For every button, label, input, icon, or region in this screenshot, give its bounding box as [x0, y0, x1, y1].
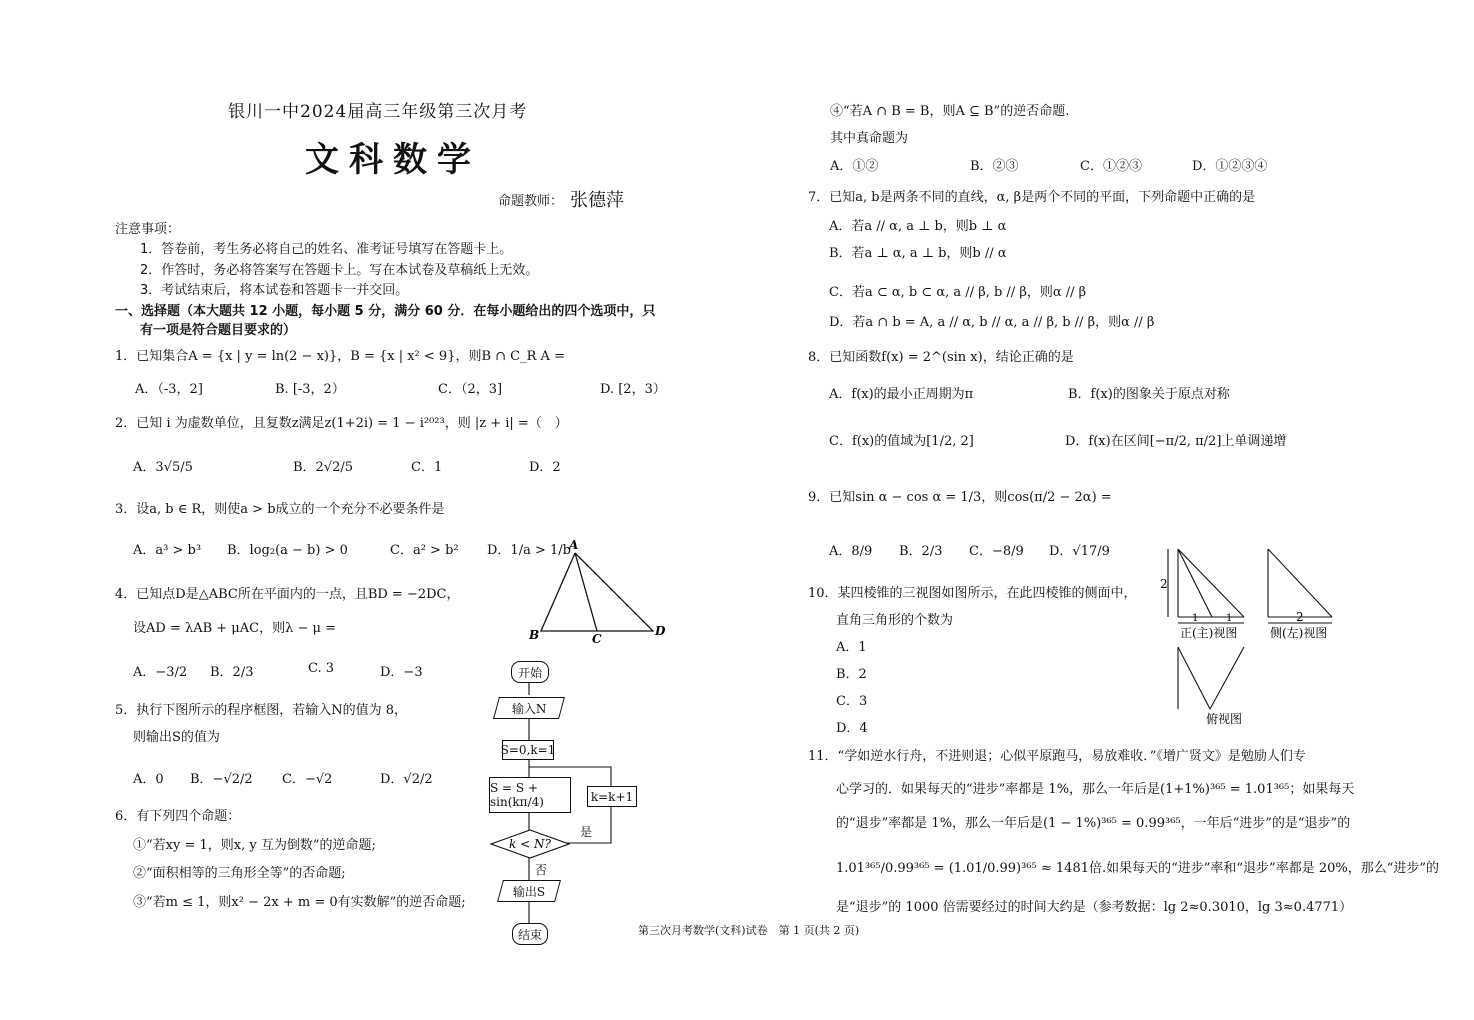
q1-option-b: B. [-3，2） [275, 382, 345, 397]
q3-option-c: C．a² > b² [390, 543, 459, 558]
q11-line1: 11．“学如逆水行舟，不进则退；心似平原跑马，易放难收．”《增广贤文》是勉励人们专 [808, 749, 1306, 764]
triangle-label-b: B [529, 628, 540, 642]
q9-option-c: C．−8/9 [969, 544, 1024, 559]
q10-option-c: C．3 [836, 694, 868, 709]
triangle-outline [541, 553, 653, 631]
q5-stem: 5．执行下图所示的程序框图，若输入N的值为 8， [115, 703, 408, 718]
subject-title: 文科数学 [305, 140, 481, 180]
q7-option-d: D．若a ∩ b = A, a // α, b // α, a // β, b // β，则α // β [829, 315, 1155, 330]
q11-line5: 是“退步”的 1000 倍需要经过的时间大约是（参考数据：lg 2≈0.3010，lg 3≈0.4771） [836, 900, 1353, 915]
flowchart-update: S = S + sin(kπ/4) [489, 777, 571, 813]
q10-stem-cont: 直角三角形的个数为 [836, 613, 954, 628]
school-line: 银川一中2024届高三年级第三次月考 [228, 102, 528, 122]
triangle-figure [525, 535, 675, 650]
three-view-figure [1160, 543, 1350, 733]
q4-option-c: C. 3 [308, 661, 335, 676]
notice-title: 注意事项： [115, 222, 181, 237]
q5-option-a: A．0 [133, 772, 164, 787]
q10-stem: 10．某四棱锥的三视图如图所示，在此四棱锥的侧面中， [808, 586, 1137, 601]
q3-option-d: D．1/a > 1/b [487, 543, 571, 558]
flowchart-output [497, 880, 561, 902]
q6-option-b: B．②③ [970, 159, 1019, 174]
q9-stem: 9．已知sin α − cos α = 1/3，则cos(π/2 − 2α) = [808, 490, 1112, 505]
q2-option-c: C．1 [411, 460, 443, 475]
q1-option-a: A．（-3，2] [135, 382, 203, 397]
q9-option-d: D．√17/9 [1049, 544, 1110, 559]
q1-stem: 1．已知集合A = {x | y = ln(2 − x)}，B = {x | x² < 9}，则B ∩ C_R A = [115, 349, 565, 364]
page-footer: 第三次月考数学(文科)试卷 第 1 页(共 2 页) [638, 924, 860, 937]
flowchart-start: 开始 [511, 661, 549, 683]
dim-front-1: 1 [1192, 613, 1199, 624]
q4-option-d: D．−3 [380, 665, 423, 680]
flowchart-input [493, 697, 565, 719]
flowchart-init: S=0,k=1 [502, 740, 554, 760]
dim-side: 2 [1296, 610, 1304, 624]
flowchart-condition-label: k < N? [509, 837, 551, 851]
q2-option-a: A．3√5/5 [133, 460, 193, 475]
front-view-edge [1178, 549, 1244, 617]
q3-option-b: B．log₂(a − b) > 0 [227, 543, 348, 558]
q2-stem: 2．已知 i 为虚数单位，且复数z满足z(1+2i) = 1 − i²⁰²³，则 |z + i| =（ ） [115, 416, 568, 431]
top-view-edge [1178, 647, 1244, 709]
q6-option-c: C．①②③ [1080, 159, 1142, 174]
q10-option-b: B．2 [836, 667, 867, 682]
q7-option-b: B．若a ⊥ α, a ⊥ b，则b // α [829, 246, 1007, 261]
q8-option-a: A．f(x)的最小正周期为π [829, 387, 974, 402]
flowchart-output-label: 输出S [512, 884, 546, 899]
triangle-label-d: D [655, 624, 666, 638]
q5-option-d: D．√2/2 [380, 772, 433, 787]
q6-item-2: ②“面积相等的三角形全等”的否命题; [133, 866, 346, 881]
q3-option-a: A．a³ > b³ [133, 543, 202, 558]
q5-stem-cont: 则输出S的值为 [133, 730, 220, 745]
q11-line3: 的“退步”率都是 1%，那么一年后是(1 − 1%)³⁶⁵ = 0.99³⁶⁵，一年后“进步”的是“退步”的 [836, 816, 1351, 831]
side-view-label: 侧(左)视图 [1270, 626, 1328, 640]
q10-option-d: D．4 [836, 721, 868, 736]
dim-height: 2 [1160, 577, 1168, 591]
q5-option-b: B．−√2/2 [190, 772, 253, 787]
q4-option-b: B．2/3 [210, 665, 254, 680]
q6-stem: 6．有下列四个命题： [115, 809, 241, 824]
flowchart-end: 结束 [512, 923, 548, 945]
q6-tail: 其中真命题为 [830, 131, 909, 146]
triangle-label-c: C [592, 632, 602, 646]
section1-heading: 一、选择题（本大题共 12 小题，每小题 5 分，满分 60 分．在每小题给出的四个选项中，只 [115, 304, 656, 319]
q3-stem: 3．设a, b ∈ R，则使a > b成立的一个充分不必要条件是 [115, 502, 445, 517]
section1-heading-cont: 有一项是符合题目要求的） [140, 323, 297, 338]
q9-option-b: B．2/3 [899, 544, 943, 559]
side-view-edge [1268, 549, 1332, 617]
q8-stem: 8．已知函数f(x) = 2^(sin x)，结论正确的是 [808, 350, 1074, 365]
q6-item-3: ③“若m ≤ 1，则x² − 2x + m = 0有实数解”的逆否命题; [133, 895, 466, 910]
q6-item-4: ④“若A ∩ B = B，则A ⊆ B”的逆否命题. [830, 104, 1070, 119]
q2-option-d: D．2 [529, 460, 561, 475]
q7-option-a: A．若a // α, a ⊥ b，则b ⊥ α [829, 219, 1007, 234]
q4-stem-cont: 设AD = λAB + μAC，则λ − μ = [133, 621, 336, 636]
flowchart-yes: 是 [580, 825, 593, 839]
dim-front-2: 1 [1226, 613, 1233, 624]
q9-option-a: A．8/9 [829, 544, 873, 559]
q11-line4: 1.01³⁶⁵/0.99³⁶⁵ = (1.01/0.99)³⁶⁵ ≈ 1481倍.如果每天的“进步”率和“退步”率都是 20%，那么“进步”的 [836, 861, 1440, 876]
q11-line2: 心学习的．如果每天的“进步”率都是 1%，那么一年后是(1+1%)³⁶⁵ = 1.01³⁶⁵；如果每天 [836, 782, 1355, 797]
flowchart-no: 否 [535, 863, 548, 877]
flowchart-increment: k=k+1 [587, 786, 637, 807]
top-view-label: 俯视图 [1206, 712, 1243, 726]
q1-option-d: D. [2，3） [600, 382, 666, 397]
front-view-edge [1178, 549, 1212, 617]
author-name: 张德萍 [570, 190, 624, 211]
q8-option-b: B．f(x)的图象关于原点对称 [1068, 387, 1230, 402]
notice-item: 1．答卷前，考生务必将自己的姓名、准考证号填写在答题卡上。 [140, 242, 513, 257]
q4-stem: 4．已知点D是△ABC所在平面内的一点，且BD = −2DC， [115, 587, 460, 602]
q10-option-a: A．1 [836, 640, 867, 655]
q6-item-1: ①“若xy = 1，则x, y 互为倒数”的逆命题; [133, 838, 376, 853]
q7-option-c: C．若a ⊂ α, b ⊂ α, a // β, b // β，则α // β [829, 285, 1087, 300]
q8-option-c: C．f(x)的值域为[1/2, 2] [829, 434, 974, 449]
q1-option-c: C．（2，3] [438, 382, 503, 397]
q6-option-d: D．①②③④ [1192, 159, 1268, 174]
q4-option-a: A．−3/2 [133, 665, 188, 680]
author-label: 命题教师： [498, 194, 564, 209]
flowchart-input-label: 输入N [511, 701, 547, 716]
notice-item: 3．考试结束后，将本试卷和答题卡一并交回。 [140, 283, 409, 298]
front-view-label: 正(主)视图 [1180, 626, 1238, 640]
q7-stem: 7．已知a, b是两条不同的直线，α, β是两个不同的平面，下列命题中正确的是 [808, 190, 1256, 205]
q8-option-d: D．f(x)在区间[−π/2, π/2]上单调递增 [1065, 434, 1287, 449]
flowchart-condition [490, 829, 570, 859]
q5-option-c: C．−√2 [282, 772, 333, 787]
triangle-label-a: A [569, 538, 579, 552]
q6-option-a: A．①② [830, 159, 879, 174]
notice-item: 2．作答时，务必将答案写在答题卡上。写在本试卷及草稿纸上无效。 [140, 263, 539, 278]
q2-option-b: B．2√2/5 [293, 460, 354, 475]
